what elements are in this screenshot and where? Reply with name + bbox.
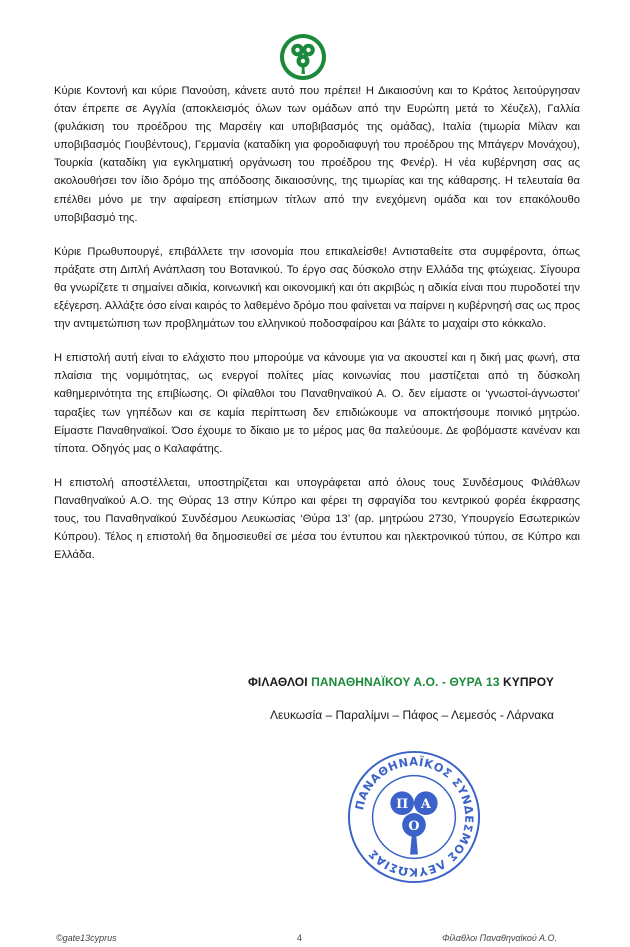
- stamp-ring-text: ΠΑΝΑΘΗΝΑΪΚΟΣ ΣΥΝΔΕΣΜΟΣ ΛΕΥΚΩΣΙΑΣ: [352, 754, 477, 880]
- page-number: 4: [297, 933, 303, 943]
- letter-paragraph-1: Κύριε Κοντονή και κύριε Πανούση, κάνετε αυτό που πρέπει! Η Δικαιοσύνη και το Κράτος λειτούργησαν όταν έπρεπε σε Αγγλία (αποκλεισμός όλων των ομάδων από την Ευρώπη μετά το Χέυζελ), Γαλλία (φυλάκιση του προέδρου της Μαρσέιγ και υποβιβασμός της ομάδας), Ιταλία (τιμωρία Μίλαν και υποβιβασμός Γιουβέντους), Γερμανία (καταδίκη για φοροδιαφυγή του προέδρου της Μπάγερν Μονάχου), Τουρκία (καταδίκη για εγκληματική οργάνωση του προέδρου της Φενέρ). Η νέα κυβέρνηση σας ας ακολουθήσει τον ίδιο δρόμο της απόδοσης δικαιοσύνης, της τιμωρίας και της κάθαρσης. Η τελευταία θα επέλθει μόνο με την αφαίρεση επίσημων τίτλων από την ενεχόμενη ομάδα και τον επακόλουθο υποβιβασμό της.: [54, 85, 580, 224]
- footer-org-name: Φίλαθλοι Παναθηναϊκού Α.Ο.: [442, 933, 557, 943]
- signature-title: [248, 675, 554, 689]
- stamp-letter-omicron: Ο: [408, 818, 420, 834]
- stamp-letter-pi: Π: [396, 797, 409, 813]
- signature-part-3: ΚΥΠΡΟΥ: [499, 675, 554, 689]
- signature-part-1: ΦΙΛΑΘΛΟΙ: [247, 675, 312, 689]
- signature-part-2: ΠΑΝΑΘΗΝΑΪΚΟΥ Α.Ο. - ΘΥΡΑ 13: [311, 675, 500, 689]
- shamrock-icon: [279, 33, 327, 81]
- signature-cities: Λευκωσία – Παραλίμνι – Πάφος – Λεμεσός - Λάρνακα: [270, 708, 554, 722]
- letter-body: [54, 82, 580, 580]
- letter-paragraph-2: Κύριε Πρωθυπουργέ, επιβάλλετε την ισονομία που επικαλείσθε! Αντισταθείτε στα συμφέροντα, όπως πράξατε στη Διπλή Ανάπλαση του Βοτανικού. Το έργο σας δύσκολο στην Ελλάδα της φτώχειας. Σίγουρα θα γνωρίζετε τι σημαίνει αδικία, κοινωνική και οικονομική και ότι ακριβώς η αδικία είναι που πυροδοτεί την εξέγερση. Αλλάξτε όσο είναι καιρός το λαθεμένο δρόμο που φαίνεται να παίρνει η κυβέρνησή σας ως προς την αντιμετώπιση των προβλημάτων του ελληνικού ποδοσφαίρου και βάλτε το μαχαίρι στο κόκκαλο.: [54, 245, 580, 331]
- stamp-letter-alpha: Α: [420, 797, 431, 813]
- letter-paragraph-3: Η επιστολή αυτή είναι το ελάχιστο που μπορούμε να κάνουμε για να ακουστεί και η δική μας φωνή, στα πλαίσια της νομιμότητας, ως ενεργοί πολίτες μίας κοινωνίας που μαστίζεται από τη δύσκολη καθημερινότητα της επιβίωσης. Οι φίλαθλοι του Παναθηναϊκού Α. Ο. δεν είμαστε οι ‘γνωστοί-άγνωστοι’ ταραξίες των γηπέδων και σε καμία περίπτωση δεν επιδιώκουμε να αποκτήσουμε ποινικό μητρώο. Είμαστε Παναθηναϊκοί. Όσο έχουμε το δίκαιο με το μέρος μας θα παλεύουμε. Δε φοβόμαστε κανέναν και τίποτα. Οδηγός μας ο Καλαφάτης.: [54, 352, 580, 455]
- letter-paragraph-4: Η επιστολή αποστέλλεται, υποστηρίζεται και υπογράφεται από όλους τους Συνδέσμους Φιλάθλων Παναθηναϊκού Α.Ο. της Θύρας 13 στην Κύπρο και φέρει τη σφραγίδα του κεντρικού φορέα έκφρασης τους, του Παναθηναϊκού Συνδέσμου Λευκωσίας ‘Θύρα 13’ (αρ. μητρώου 2730, Υπουργείο Εσωτερικών Κύπρου). Τέλος η επιστολή θα δημοσιευθεί σε μέσα του έντυπου και ηλεκτρονικού τύπου, σε Κύπρο και Ελλάδα.: [54, 476, 580, 562]
- footer-handle: ©gate13cyprus: [56, 933, 117, 943]
- official-stamp: [345, 748, 483, 886]
